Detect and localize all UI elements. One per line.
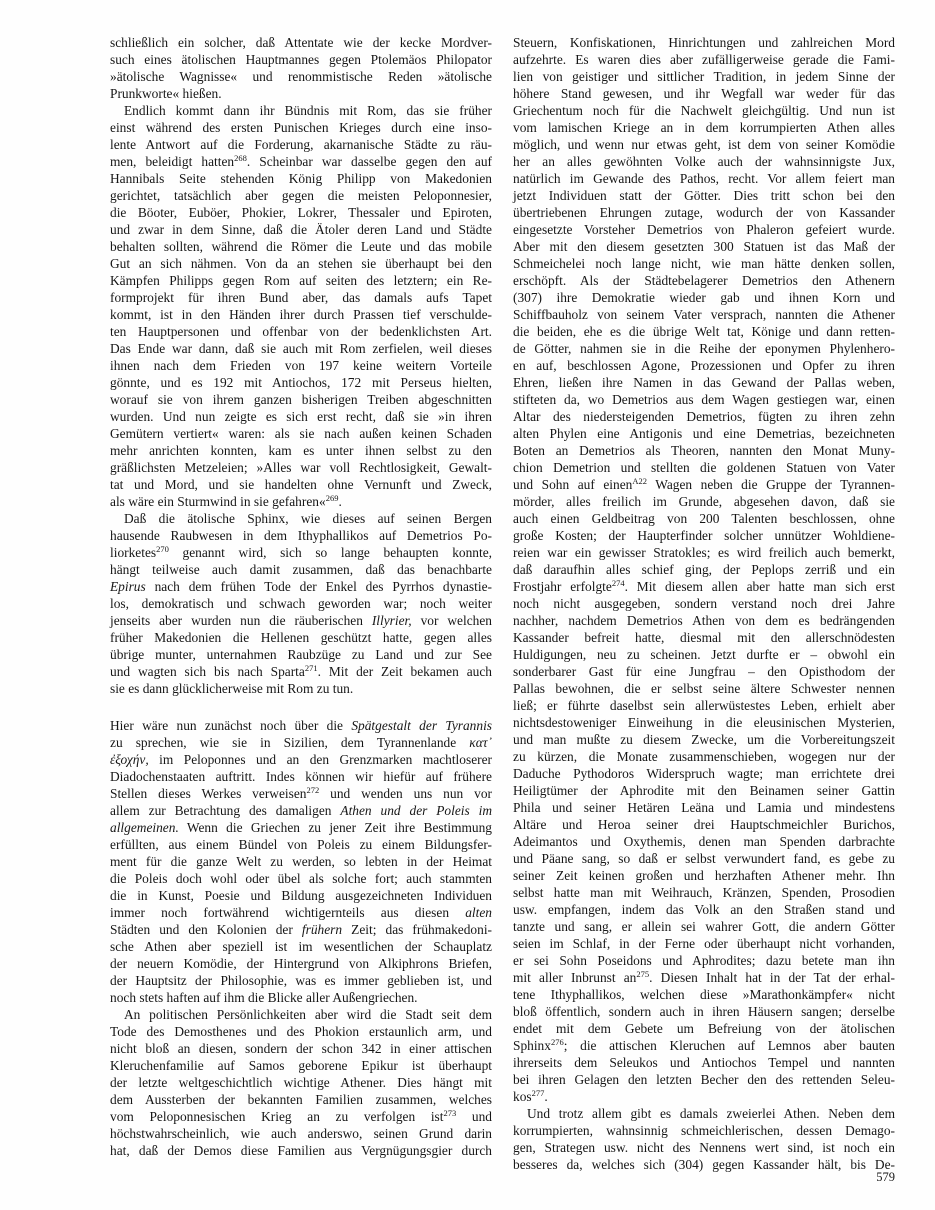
text-line: usw. empfangen, indem das Volk an den Straßen stand und xyxy=(513,902,895,917)
text-line: Adeimantos und Oxythemis, denen man Spenden darbrachte xyxy=(513,834,895,849)
paragraph xyxy=(110,34,492,102)
text-line: ment für die ganze Welt zu werden, so lebten in der Heimat xyxy=(110,854,492,869)
italic-text: allgemeinen. xyxy=(110,820,179,835)
text-line: tene Ithyphallikos, welchen diese »Marathonkämpfer« nicht xyxy=(513,987,895,1002)
text-line: chion Demetrion und stellten die goldenen Statuen von Vater xyxy=(513,460,895,475)
text-line: zu kürzen, die Monate zusammenschieben, wogegen nur der xyxy=(513,749,895,764)
text-line: lien von geistiger und sittlicher Tradition, in jedem Sinne der xyxy=(513,69,895,84)
text-line: noch stets haften auf ihm die Blicke aller Außengriechen. xyxy=(110,990,418,1005)
paragraph xyxy=(513,1105,895,1173)
footnote-marker: 272 xyxy=(306,785,320,795)
footnote-marker: 268 xyxy=(234,153,247,163)
text-line: Und trotz allem gibt es damals zweierlei Athen. Neben dem xyxy=(527,1106,895,1121)
text-line: die in Kunst, Poesie und Bildung ausgezeichneten Individuen xyxy=(110,888,492,903)
text-line: und man mußte zu diesem Zwecke, um die Vorbereitungszeit xyxy=(513,732,895,747)
text-line: Gut an sich nähmen. Von da an stehen sie überhaupt bei den xyxy=(110,256,492,271)
footnote-marker: 273 xyxy=(443,1108,457,1118)
text-line: nicht bloß an diesen, sondern der schon 342 in einer attischen xyxy=(110,1041,492,1056)
text-line: hausende Raubwesen in dem Ithyphallikos auf Demetrios Po- xyxy=(110,528,492,543)
text-line: ihrerseits dem Seleukos und Antiochos Tempel und nannten xyxy=(513,1055,895,1070)
text-line: korrumpierten, wahnsinnig schmeichlerischen, dessen Demago- xyxy=(513,1123,895,1138)
text-line: Endlich kommt dann ihr Bündnis mit Rom, das sie früher xyxy=(124,103,492,118)
text-line: ἐξοχήν, im Peloponnes und an den Grenzmarken machtloserer xyxy=(110,752,492,767)
text-line: der letzte weltgeschichtlich wichtige Athener. Dies hängt mit xyxy=(110,1075,492,1090)
text-line: mehr anrichten konnten, kam es unter ihnen selbst zu den xyxy=(110,443,492,458)
text-line: gönnte, und es 192 mit Antiochos, 172 mit Perseus hielten, xyxy=(110,375,492,390)
text-line: tat und Mord, und sie handelten ohne Vernunft und Zweck, xyxy=(110,477,492,492)
text-line: Hannibals Seite stehenden König Philipp von Makedonien xyxy=(110,171,492,186)
text-line: ließ; er führte daselbst sein allerwüstestes Leben, erhielt aber xyxy=(513,698,895,713)
text-line: die beiden, ehe es die übrige Welt tat, Könige und dann retten- xyxy=(513,324,895,339)
text-line: Städten und den Kolonien der frühern Zeit; das frühmakedoni- xyxy=(110,922,493,937)
text-line: Sphinx$^{276}$; die attischen Kleruchen auf Lemnos aber bauten xyxy=(513,1037,895,1053)
text-line: Hier wäre nun zunächst noch über die Spätgestalt der Tyrannis xyxy=(110,718,492,733)
text-line: bloß öffentlich, sondern auch in ihren Häusern sangen; derselbe xyxy=(513,1004,895,1019)
text-line: die Böoter, Euböer, Phokier, Lokrer, Thessaler und Epiroten, xyxy=(110,205,492,220)
text-line: große Kosten; der Haupterfinder solcher unnützer Wohldiene- xyxy=(513,528,895,543)
footnote-marker: A22 xyxy=(632,476,647,486)
text-line: vom Peloponnesischen Krieg an zu verfolgen ist$^{273}$ und xyxy=(110,1108,492,1124)
text-line: der Hauptsitz der Philosophie, was es immer geblieben ist, und xyxy=(110,973,492,988)
italic-text: κατ᾽ xyxy=(469,735,492,750)
text-line: Kämpfen Philipps gegen Rom auf seiten des letztern; ein Re- xyxy=(110,273,492,288)
text-line: Frostjahr erfolgte$^{274}$. Mit diesem allen aber hatte man sich erst xyxy=(513,578,896,594)
text-line: Aber mit den diesem gesetzten 300 Statuen ist das Maß der xyxy=(513,239,895,254)
text-line: Gemütern vertiert« waren: als sie nach außen keinen Schaden xyxy=(110,426,492,441)
text-line: allem zur Betrachtung des damaligen Athen und der Poleis im xyxy=(110,803,492,818)
text-line: nachher, nachdem Demetrios Athen von dem es bedrängenden xyxy=(513,613,895,628)
text-line: daß daraufhin alles schief ging, der Peplops zerriß und ein xyxy=(513,562,895,577)
text-line: sonderbarer Gast für eine Jungfrau – den Opisthodom der xyxy=(513,664,895,679)
text-line: ihnen nach dem Frieden von 197 keine weitern Vorteile xyxy=(110,358,492,373)
text-line: endet mit dem Gebete um Befreiung von der ätolischen xyxy=(513,1021,895,1036)
text-line: besseres da, welches sich (304) gegen Kassander hält, bis De- xyxy=(513,1157,895,1172)
text-line: men, beleidigt hatten$^{268}$. Scheinbar war dasselbe gegen den auf xyxy=(110,153,492,169)
text-line: alten Phylen eine Antigonis und eine Demetrias, bezeichneten xyxy=(513,426,895,441)
text-line: einst während des ersten Punischen Krieges durch eine inso- xyxy=(110,120,492,135)
text-line: mit aller Inbrunst $an^{275}$. Diesen Inhalt hat in der Tat der erhal- xyxy=(513,969,895,985)
text-line: jenseits aber wurden nun die räuberischen Illyrier, vor welchen xyxy=(110,613,492,628)
text-line: kos$^{277}$. xyxy=(513,1088,548,1104)
text-line: lente Antwort auf die Forderung, akarnanische Städte zu räu- xyxy=(110,137,492,152)
text-line: los, demokratisch und schwach geworden war; noch weiter xyxy=(110,596,492,611)
text-line: und Päane sang, so daß er selbst verwundert fand, es gebe zu xyxy=(513,851,895,866)
text-line: sie es dann glücklicherweise mit Rom zu tun. xyxy=(110,681,354,696)
text-line: Altäre und Heroa seiner drei Hauptschmeichler Burichos, xyxy=(513,817,895,832)
text-line: sche Athen aber speziell ist im wesentlichen der Schauplatz xyxy=(110,939,492,954)
footnote-marker: 271 xyxy=(304,663,318,673)
text-line: Das Ende war dann, daß sie auch mit Rom zerfielen, weil dieses xyxy=(110,341,492,356)
text-line: liorketes$^{270}$ genannt wird, sich so lange behaupten konnte, xyxy=(110,544,492,560)
text-line: kommt, ist in den Händen ihrer durch Prassen tief verschulde- xyxy=(110,307,492,322)
text-line: hängt teilweise auch damit zusammen, daß das benachbarte xyxy=(110,562,492,577)
text-line: Griechentum noch für die Nachwelt gleichgültig. Und nun ist xyxy=(513,103,895,118)
footnote-marker: 270 xyxy=(156,544,169,554)
text-line: Altar des niedersteigenden Demetrios, fügten zu ihren zehn xyxy=(513,409,895,424)
text-line: immer noch fortwährend wichtigernteils aus diesen alten xyxy=(110,905,492,920)
text-line: allgemeinen. Wenn die Griechen zu jener Zeit ihre Bestimmung xyxy=(110,820,492,835)
text-line: Phila und seiner Hetären Leäna und Lamia und mindestens xyxy=(513,800,895,815)
footnote-marker: 275 xyxy=(636,969,650,979)
paragraph xyxy=(110,1006,492,1159)
text-line: such eines ätolischen Hauptmannes gegen Ptolemäos Philopator xyxy=(110,52,492,67)
text-line: aufzehrte. Es waren dies aber zufälligerweise gerade die Fami- xyxy=(513,52,895,67)
text-line: natürlich im Gewande des Pathos, recht. Vor allem feiert man xyxy=(513,171,895,186)
italic-text: Illyrier, xyxy=(371,613,412,628)
text-line: worauf sie von ihrem ganzen bisherigen Treiben abgeschnitten xyxy=(110,392,492,407)
text-line: de Götter, nahmen sie in die Reihe der eponymen Phylenhero- xyxy=(513,341,895,356)
text-line: Schiffbauholz von seinem Vater versprach, nannten die Athener xyxy=(513,307,895,322)
text-line: als wäre ein Sturmwind in sie gefahren«$^{269}$. xyxy=(110,493,342,509)
text-line: auch einen Geldbeitrag von 200 Talenten beschlossen, ohne xyxy=(513,511,895,526)
text-line: übertriebenen Ehrungen zutage, wodurch der von Kassander xyxy=(513,205,895,220)
text-line: Kleruchenfamilie auf Samos geborene Epikur ist überhaupt xyxy=(110,1058,492,1073)
text-line: mörder, alles freilich im Grunde, abgesehen davon, daß sie xyxy=(513,494,895,509)
paragraph xyxy=(110,717,492,1006)
italic-text: Epirus xyxy=(110,579,146,594)
italic-text: Athen und der Poleis im xyxy=(340,803,492,818)
text-line: jetzt Individuen statt der Götter. Dies tritt schon bei den xyxy=(513,188,895,203)
text-line: Diadochenstaaten auftritt. Indes können wir hiefür auf frühere xyxy=(110,769,492,784)
text-line: »ätolische Wagnisse« und renommistische Reden »ätolische xyxy=(110,69,492,84)
text-line: gerichtet, tatsächlich aber gegen die meisten Peloponnesier, xyxy=(110,188,492,203)
text-line: die Poleis doch wohl oder übel als solche fort; auch stammten xyxy=(110,871,492,886)
footnote-marker: 269 xyxy=(325,493,339,503)
page-number: 579 xyxy=(876,1170,895,1184)
text-line: Huldigungen, neu zu scheinen. Jetzt durfte er – obwohl ein xyxy=(513,647,895,662)
italic-text: frühern xyxy=(301,922,343,937)
text-line: Stellen dieses Werkes verweisen$^{272}$ und wenden uns nun vor xyxy=(110,785,492,801)
text-line: noch nicht ausgegeben, sondern verstand noch drei Jahre xyxy=(513,596,895,611)
paragraph xyxy=(110,102,492,510)
footnote-marker: 276 xyxy=(550,1037,564,1047)
italic-text: alten xyxy=(465,905,492,920)
italic-text: ἐξοχήν, xyxy=(110,752,149,767)
text-line: Heiligtümer der Aphrodite mit den Beinamen seiner Gattin xyxy=(513,783,895,798)
text-line: seien im Schlaf, in der Ferne oder überhaupt nicht vorhanden, xyxy=(513,936,895,951)
text-line: und wagten sich bis nach Sparta$^{271}$. Mit der Zeit bekamen auch xyxy=(110,663,492,679)
text-line: gräßlichsten Metzeleien; »Alles war voll Rechtlosigkeit, Gewalt- xyxy=(110,460,492,475)
text-line: wurden. Und nun zeigte es sich erst recht, daß sie »in ihren xyxy=(110,409,492,424)
text-line: erschöpft. Als der Städtebelagerer Demetrios den Athenern xyxy=(513,273,895,288)
text-line: Daß die ätolische Sphinx, wie dieses auf seinen Bergen xyxy=(124,511,492,526)
text-line: An politischen Persönlichkeiten aber wird die Stadt seit dem xyxy=(124,1007,492,1022)
text-line: höhere Stand gewesen, und ihr Wegfall war weder für das xyxy=(513,86,895,101)
text-line: früher Makedonien die Hellenen geschützt hatte, gegen alles xyxy=(110,630,492,645)
text-line: ten Hauptpersonen und offenbar von der bedenklichsten Art. xyxy=(110,324,492,339)
text-line: Pallas bewohnen, die er selbst seine ältere Schwester nennen xyxy=(513,681,895,696)
text-line: nichtsdestoweniger Einweihung in die eleusinischen Mysterien, xyxy=(513,715,895,730)
text-line: Kassander befreit hatte, diesmal mit den allerschnödesten xyxy=(513,630,895,645)
text-line: formprojekt für ihren Bund aber, das damals aufs Tapet xyxy=(110,290,492,305)
text-line: en auf, beschlossen Agone, Prozessionen und Opfer zu ihren xyxy=(513,358,895,373)
text-line: tanzte und sang, er allein sei wahrer Gott, die andern Götter xyxy=(513,919,895,934)
text-line: erfüllten, aus einem Bündel von Poleis zu einem Bildungsfer- xyxy=(110,837,492,852)
text-line: zu sprechen, wie sie in Sizilien, dem Tyrannenlande κατ᾽ xyxy=(110,735,492,750)
text-line: her an alles gewöhnten Volke auch der wahnsinnigste Jux, xyxy=(513,154,895,169)
text-line: Ehren, ließen ihre Namen in das Gewand der Pallas weben, xyxy=(513,375,895,390)
text-line: Boten an Demetrios als Theoren, nannten den Monat Muny- xyxy=(513,443,895,458)
text-line: behalten sollten, während die Römer die Leute und das mobile xyxy=(110,239,492,254)
text-line: Steuern, Konfiskationen, Hinrichtungen und zahlreichen Mord xyxy=(513,35,895,50)
text-line: reien war ein gewisser Stratokles; es wird freilich auch bemerkt, xyxy=(513,545,895,560)
text-line: übrige munter, unternahmen Raubzüge zu Land und zur See xyxy=(110,647,492,662)
text-line: Tode des Demosthenes und des Phokion erstaunlich arm, und xyxy=(110,1024,492,1039)
text-line: gen, Strategen usw. nicht des Nennens wert sind, ist noch ein xyxy=(513,1140,895,1155)
text-line: Schmeichelei noch lange nicht, wie man hätte denken sollen, xyxy=(513,256,895,271)
footnote-marker: 274 xyxy=(611,578,625,588)
text-line: eingesetzte Vorsteher Demetrios von Phaleron gefeiert wurde. xyxy=(513,222,895,237)
text-line: (307) ihre Demokratie wieder gab und ihnen Korn und xyxy=(513,290,895,305)
text-line: Prunkworte« hießen. xyxy=(110,86,222,101)
text-line: Daduche Pythodoros Widerspruch wagte; man errichtete drei xyxy=(513,766,895,781)
text-line: er sei Sohn Poseidons und Aphrodites; dazu betete man ihn xyxy=(513,953,895,968)
text-line: möglich, und wenn nur etwas geht, ist dem von seiner Komödie xyxy=(513,137,895,152)
text-line: bei ihren Gelagen den letzten Becher den des rettenden Seleu- xyxy=(513,1072,895,1087)
text-column-left xyxy=(110,34,492,1159)
footnote-marker: 277 xyxy=(531,1088,545,1098)
text-line: stifteten da, wo Demetrios aus dem Wagen gestiegen war, einen xyxy=(513,392,895,407)
text-line: seiner Zeit keinen großen und herzhaften Athener mehr. Ihn xyxy=(513,868,895,883)
text-line: Epirus nach dem frühen Tode der Enkel des Pyrrhos dynastie- xyxy=(110,579,492,594)
text-line: schließlich ein solcher, daß Attentate wie der kecke Mordver- xyxy=(110,35,492,50)
text-line: höchstwahrscheinlich, wie auch anderswo, seinen Grund darin xyxy=(110,1126,492,1141)
text-line: der neuern Komödie, der Hintergrund von Alkiphrons Briefen, xyxy=(110,956,492,971)
text-line: und Sohn auf einen$^{A22}$ Wagen neben die Gruppe der Tyrannen- xyxy=(513,476,895,492)
italic-text: Spätgestalt der Tyrannis xyxy=(351,718,492,733)
text-line: hat, daß der Demos diese Familien aus Vergnügungsgier durch xyxy=(110,1143,492,1158)
text-line: selbst hatte man mit Weihrauch, Kränzen, Spenden, Prosodien xyxy=(513,885,895,900)
text-line: und zwar in dem Sinne, daß die Ätoler deren Land und Städte xyxy=(110,222,492,237)
text-line: dem Aussterben der bekannten Familien zusammen, welches xyxy=(110,1092,492,1107)
paragraph xyxy=(110,510,492,697)
paragraph xyxy=(513,34,895,1105)
text-line: vom lamischen Kriege an in dem korrumpierten Athen alles xyxy=(513,120,895,135)
text-column-right xyxy=(513,34,895,1173)
